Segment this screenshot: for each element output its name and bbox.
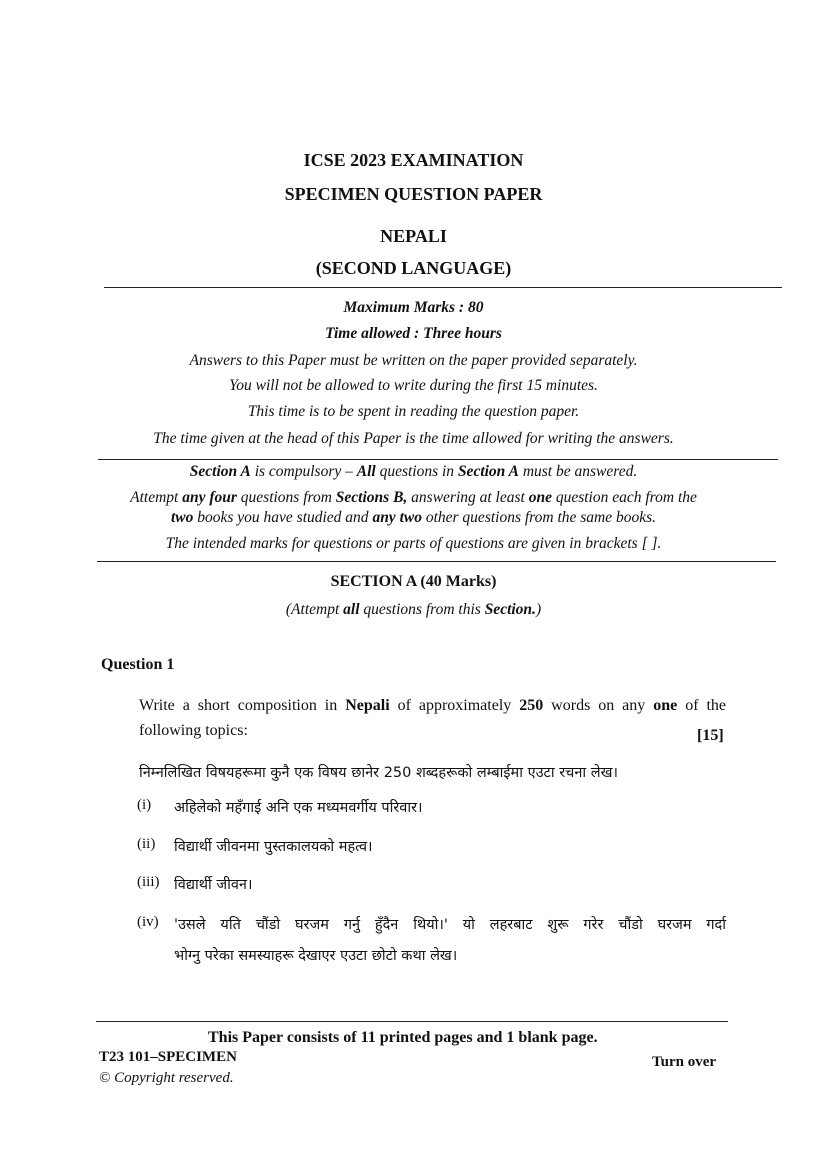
option-text: 'उसले यति चौंडो घरजम गर्नु हुँदैन थियो।' यो लहरबाट शुरू गरेर चौंडो घरजम गर्दा (174, 917, 726, 933)
instruction-line: Answers to this Paper must be written on the paper provided separately. (189, 352, 638, 369)
rule-line-1: Section A is compulsory – All questions in Section A must be answered. (189, 463, 638, 480)
option-number: (iv) (137, 914, 159, 930)
nepali-instruction: निम्नलिखित विषयहरूमा कुनै एक विषय छानेर 250 शब्दहरूको लम्बाईमा एउटा रचना लेख। (139, 765, 618, 781)
page-count-note: This Paper consists of 11 printed pages and 1 blank page. (208, 1029, 598, 1046)
question-text-line-2: following topics: (139, 722, 248, 739)
turn-over-note: Turn over (652, 1054, 717, 1070)
subject-title: NEPALI (380, 226, 447, 246)
option-text: विद्यार्थी जीवनमा पुस्तकालयको महत्व। (174, 839, 373, 855)
instruction-line: You will not be allowed to write during the first 15 minutes. (229, 377, 598, 394)
copyright-note: © Copyright reserved. (99, 1070, 234, 1086)
rule-line-4: The intended marks for questions or parts of questions are given in brackets [ ]. (165, 535, 662, 552)
paper-code: T23 101–SPECIMEN (99, 1049, 237, 1065)
instruction-line: This time is to be spent in reading the question paper. (247, 403, 580, 420)
option-text: विद्यार्थी जीवन। (174, 877, 253, 893)
question-text-line-1: Write a short composition in Nepali of approximately 250 words on any one of the (139, 697, 727, 714)
section-title: SECTION A (40 Marks) (330, 573, 497, 590)
footer-divider (96, 1021, 728, 1022)
divider-bottom (97, 561, 776, 562)
option-number: (i) (137, 797, 152, 813)
rule-line-2: Attempt any four questions from Sections B, answering at least one question each from the (130, 489, 697, 506)
rule-line-3: two books you have studied and any two other questions from the same books. (170, 509, 657, 526)
marks-badge: [15] (697, 727, 724, 744)
option-text: अहिलेको महँगाई अनि एक मध्यमवर्गीय परिवार। (174, 800, 423, 816)
exam-title: ICSE 2023 EXAMINATION (303, 150, 524, 170)
option-number: (ii) (137, 836, 156, 852)
instruction-line: The time given at the head of this Paper is the time allowed for writing the answers. (153, 430, 674, 447)
divider-middle (98, 459, 778, 460)
option-text-continued: भोग्नु परेका समस्याहरू देखाएर एउटा छोटो कथा लेख। (174, 948, 458, 964)
option-number: (iii) (137, 874, 160, 890)
question-label: Question 1 (101, 656, 175, 673)
paper-type: SPECIMEN QUESTION PAPER (284, 184, 543, 204)
divider-top (104, 287, 782, 288)
time-allowed: Time allowed : Three hours (325, 325, 502, 342)
section-note: (Attempt all questions from this Section.) (285, 601, 542, 618)
max-marks: Maximum Marks : 80 (343, 299, 484, 316)
subject-subtitle: (SECOND LANGUAGE) (315, 258, 512, 278)
